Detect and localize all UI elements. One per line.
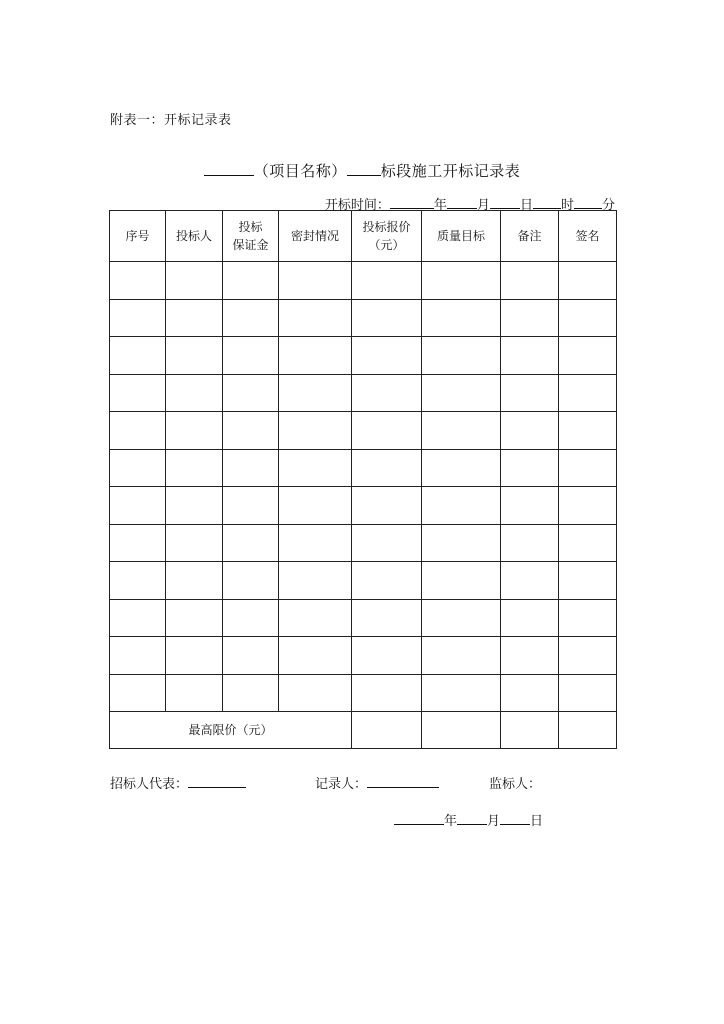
table-cell[interactable] (110, 262, 166, 300)
table-cell[interactable] (110, 337, 166, 375)
table-cell[interactable] (110, 674, 166, 712)
table-cell[interactable] (352, 374, 422, 412)
tenderer-rep-blank[interactable] (188, 773, 246, 788)
table-cell[interactable] (110, 412, 166, 450)
table-body (110, 262, 617, 712)
table-row (110, 637, 617, 675)
table-cell[interactable] (352, 599, 422, 637)
table-cell[interactable] (223, 374, 279, 412)
table-row (110, 299, 617, 337)
table-cell[interactable] (559, 487, 617, 525)
table-cell[interactable] (559, 562, 617, 600)
table-cell[interactable] (223, 262, 279, 300)
max-price-label: 最高限价（元） (110, 712, 352, 749)
table-cell[interactable] (166, 599, 223, 637)
table-cell[interactable] (501, 674, 559, 712)
minute-label: 分 (601, 198, 615, 213)
table-cell[interactable] (501, 562, 559, 600)
table-cell[interactable] (166, 262, 223, 300)
table-cell[interactable] (559, 637, 617, 675)
table-cell[interactable] (422, 449, 501, 487)
table-cell[interactable] (223, 412, 279, 450)
year-blank[interactable] (390, 194, 434, 209)
table-row (110, 524, 617, 562)
table-cell[interactable] (223, 524, 279, 562)
header-seal-status: 密封情况 (279, 211, 352, 262)
table-cell[interactable] (166, 674, 223, 712)
table-cell[interactable] (110, 562, 166, 600)
table-row (110, 562, 617, 600)
table-cell[interactable] (352, 337, 422, 375)
header-serial-no: 序号 (110, 211, 166, 262)
section-blank[interactable] (347, 161, 381, 176)
table-cell[interactable] (166, 374, 223, 412)
table-cell[interactable] (422, 674, 501, 712)
table-cell[interactable] (559, 674, 617, 712)
table-cell[interactable] (352, 562, 422, 600)
table-cell[interactable] (166, 487, 223, 525)
header-bidder: 投标人 (166, 211, 223, 262)
table-cell[interactable] (422, 412, 501, 450)
month-blank[interactable] (447, 194, 477, 209)
table-cell[interactable] (223, 299, 279, 337)
table-cell[interactable] (166, 562, 223, 600)
date-month-blank[interactable] (457, 810, 487, 825)
date-year-label: 年 (444, 814, 458, 829)
table-cell[interactable] (166, 449, 223, 487)
table-cell[interactable] (559, 412, 617, 450)
header-signature: 签名 (559, 211, 617, 262)
table-cell[interactable] (422, 562, 501, 600)
table-cell[interactable] (501, 412, 559, 450)
table-cell[interactable] (279, 637, 352, 675)
date-line (394, 810, 543, 829)
table-cell[interactable] (352, 674, 422, 712)
table-cell[interactable] (501, 487, 559, 525)
table-cell[interactable] (422, 487, 501, 525)
day-blank[interactable] (490, 194, 520, 209)
supervisor-signature (489, 773, 541, 792)
table-row (110, 674, 617, 712)
date-month-label: 月 (487, 814, 501, 829)
table-cell[interactable] (279, 337, 352, 375)
table-cell[interactable] (352, 524, 422, 562)
table-cell[interactable] (559, 299, 617, 337)
table-cell[interactable] (501, 337, 559, 375)
table-cell[interactable] (110, 449, 166, 487)
table-cell[interactable] (559, 374, 617, 412)
table-cell[interactable] (422, 374, 501, 412)
header-bid-price: 投标报价 （元） (352, 211, 422, 262)
month-label: 月 (476, 198, 490, 213)
table-row (110, 599, 617, 637)
table-cell[interactable] (110, 599, 166, 637)
table-cell[interactable] (279, 674, 352, 712)
table-cell[interactable] (279, 562, 352, 600)
table-row (110, 374, 617, 412)
table-cell[interactable] (422, 599, 501, 637)
table-cell[interactable] (559, 449, 617, 487)
table-cell[interactable] (559, 599, 617, 637)
table-cell[interactable] (501, 712, 559, 749)
table-cell[interactable] (223, 637, 279, 675)
table-cell[interactable] (223, 487, 279, 525)
table-row (110, 412, 617, 450)
table-cell[interactable] (501, 374, 559, 412)
table-cell[interactable] (223, 674, 279, 712)
recorder-blank[interactable] (367, 773, 439, 788)
minute-blank[interactable] (574, 194, 602, 209)
table-cell[interactable] (279, 299, 352, 337)
table-cell[interactable] (501, 449, 559, 487)
max-price-row (110, 712, 617, 749)
form-title (0, 160, 724, 181)
recorder-signature (315, 773, 439, 792)
table-cell[interactable] (352, 449, 422, 487)
open-time-label: 开标时间： (324, 198, 390, 213)
project-name-label: （项目名称） (253, 162, 347, 180)
table-cell[interactable] (223, 449, 279, 487)
project-name-blank[interactable] (204, 161, 254, 176)
table-cell[interactable] (559, 337, 617, 375)
table-cell[interactable] (352, 637, 422, 675)
table-cell[interactable] (279, 412, 352, 450)
table-header-row (110, 211, 617, 262)
table-cell[interactable] (559, 262, 617, 300)
table-cell[interactable] (223, 562, 279, 600)
tenderer-rep-label: 招标人代表： (110, 777, 189, 792)
table-cell[interactable] (422, 712, 501, 749)
title-suffix: 标段施工开标记录表 (380, 162, 521, 180)
tenderer-rep-signature (110, 773, 246, 792)
table-cell[interactable] (501, 637, 559, 675)
table-cell[interactable] (166, 524, 223, 562)
table-cell[interactable] (422, 299, 501, 337)
header-remarks: 备注 (501, 211, 559, 262)
table-row (110, 262, 617, 300)
table-cell[interactable] (279, 599, 352, 637)
table-cell[interactable] (110, 487, 166, 525)
table-cell[interactable] (559, 712, 617, 749)
header-quality-target: 质量目标 (422, 211, 501, 262)
table-cell[interactable] (279, 524, 352, 562)
table-cell[interactable] (110, 374, 166, 412)
header-bid-bond: 投标 保证金 (223, 211, 279, 262)
appendix-label: 附表一：开标记录表 (110, 113, 232, 128)
hour-label: 时 (560, 198, 574, 213)
table-cell[interactable] (422, 337, 501, 375)
table-cell[interactable] (279, 487, 352, 525)
table-cell[interactable] (110, 637, 166, 675)
table-cell[interactable] (352, 412, 422, 450)
table-row (110, 487, 617, 525)
table-cell[interactable] (352, 299, 422, 337)
table-cell[interactable] (166, 637, 223, 675)
bid-opening-record-table (109, 210, 617, 749)
table-cell[interactable] (166, 337, 223, 375)
date-day-blank[interactable] (500, 810, 530, 825)
table-cell[interactable] (501, 599, 559, 637)
day-label: 日 (519, 198, 533, 213)
table-cell[interactable] (352, 487, 422, 525)
table-cell[interactable] (279, 449, 352, 487)
table-row (110, 337, 617, 375)
table-cell[interactable] (166, 412, 223, 450)
table-cell[interactable] (352, 262, 422, 300)
table-row (110, 449, 617, 487)
date-day-label: 日 (530, 814, 544, 829)
table-cell[interactable] (166, 299, 223, 337)
table-cell[interactable] (110, 299, 166, 337)
table-cell[interactable] (279, 374, 352, 412)
table-cell[interactable] (110, 524, 166, 562)
supervisor-label: 监标人： (489, 777, 542, 792)
recorder-label: 记录人： (315, 777, 368, 792)
table-cell[interactable] (422, 262, 501, 300)
table-cell[interactable] (422, 637, 501, 675)
table-cell[interactable] (223, 599, 279, 637)
table-cell[interactable] (279, 262, 352, 300)
date-year-blank[interactable] (394, 810, 444, 825)
table-cell[interactable] (352, 712, 422, 749)
table-cell[interactable] (501, 262, 559, 300)
hour-blank[interactable] (533, 194, 561, 209)
table-cell[interactable] (223, 337, 279, 375)
year-label: 年 (433, 198, 447, 213)
table-cell[interactable] (559, 524, 617, 562)
table-cell[interactable] (422, 524, 501, 562)
table-cell[interactable] (501, 299, 559, 337)
table-cell[interactable] (501, 524, 559, 562)
